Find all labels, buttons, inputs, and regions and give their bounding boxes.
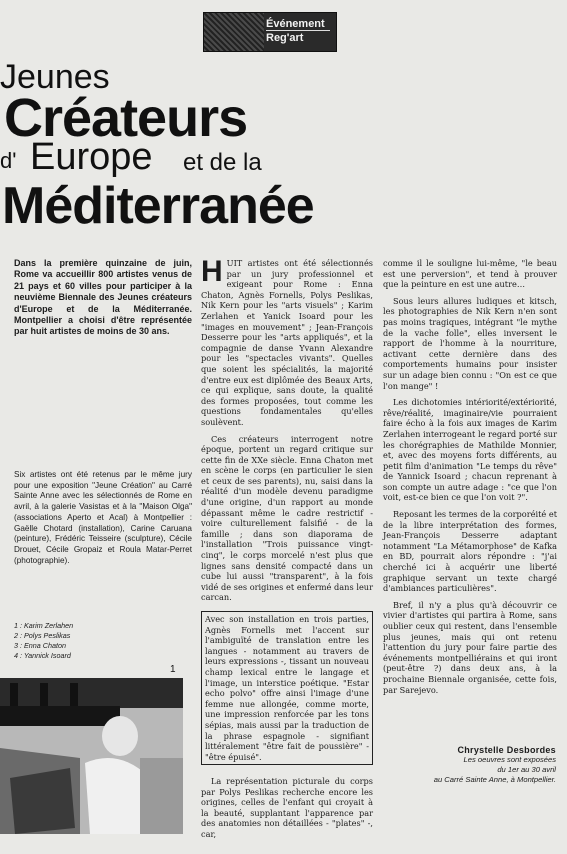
rubric-texture [204,13,264,51]
exhibition-note: Les oeuvres sont exposées [463,755,556,764]
author-signature [394,745,556,785]
article-photo [0,664,183,834]
body-paragraph: Sous leurs allures ludiques et kitsch, les photographies de Nik Kern n'en sont pas moins tragiques, intégrant "le mythe de la vache folle", elles inversent le rapport de l'homme à la nourriture, activant cette dernière dans des comportements humains pour insister sur un adage bien connu : "On est ce que l'on mange" ! [383,295,557,391]
body-column-2 [201,255,373,609]
body-paragraph: comme il le souligne lui-même, "le beau est une perversion", et tend à prouver que la peinture en est une autre… [383,258,557,290]
body-paragraph: HUIT artistes ont été sélectionnés par un jury professionnel et exigeant pour Rome : Enna Chaton, Agnès Fornells, Polys Peslikas, Nik Kern pour les "arts visuels" ; Karim Zerlahen et Yanick Isoard pour les "images en mouvement" ; Jean-François Desserre pour les "arts appliqués", et la compagnie de danse Yvann Alexandre pour les "spectacles vivants". Quelles que soient les spécialités, la majorité d'entre eux est diplômée des Beaux Arts, ce qui explique, sans doute, la qualité des formes proposées, tout comme les questions fondamentales qu'elles soulèvent. [201,255,373,427]
title-word-3c: et de la [183,149,262,176]
credit-line: 1 : Karim Zerlahen [14,621,74,630]
drop-cap: H [201,255,223,288]
body-paragraph: Bref, il n'y a plus qu'à découvrir ce vivier d'artistes qui partira à Rome, sans oublier ceux qui restent, dans l'ensemble plus jeunes, mais qui ont retenu l'attention du jury pour faire partie des événements montpelliérains et qui iront (peut-être ?) dans deux ans, à la prochaine Biennale organisée, cette fois, par Sarejevo. [383,599,557,695]
photo-scene [0,678,183,834]
exhibition-note: du 1er au 30 avril [497,765,556,774]
intro-paragraph: Dans la première quinzaine de juin, Rome va accueillir 800 artistes venus de 21 pays et 60 villes pour participer à la neuvième Biennale des Jeunes créateurs d'Europe et de la Méditerranée. Montpellier a choisi d'être représentée par huit artistes de moins de 30 ans. [14,258,192,337]
title-word-4: Méditerranée [2,177,314,235]
credit-line: 4 : Yannick Isoard [14,651,71,660]
rubric-line1: Événement [266,18,325,30]
rubric-badge [203,12,337,52]
credit-line: 3 : Enna Chaton [14,641,66,650]
rubric-rule [266,30,330,31]
photo-number: 1 [170,664,176,675]
author-name: Chrystelle Desbordes [457,745,556,755]
body-paragraph: Reposant les termes de la corporéité et de la libre interprétation des formes, Jean-François Desserre adaptant notamment "La Métamorphose" de Kafka en BD, pourrait alors répondre : "j'ai cherché ici à acquérir une liberté graphique servant un texte chargé d'ambiances particulières". [383,509,557,594]
body-paragraph-end: La représentation picturale du corps par Polys Peslikas recherche encore les origines, celles de l'enfant qui croyait à la beauté, supplantant l'apparence par des anatomies non détaillées - "plates" -, car, [201,776,373,839]
exhibition-note: au Carré Sainte Anne, à Montpellier. [433,775,556,784]
title-word-2: Créateurs [4,88,248,148]
title-word-3a: d' [0,148,17,173]
sidebar-paragraph: Six artistes ont été retenus par le même jury pour une exposition "Jeune Création" au Carré Sainte Anne avec les sélectionnés de Rome en avril, à la galerie Vasistas et à la "Maison Olga" (associations Aperto et Acal) à Montpellier : Gaëlle Chotard (installation), Carine Caruana (peinture), Frédéric Teisseire (sculpture), Cécile Drouet, Cécile Gropaiz et Roula Matar-Perret (photographie). [14,470,192,565]
title-word-3b: Europe [30,136,153,178]
boxed-paragraph: Avec son installation en trois parties, Agnès Fornells met l'accent sur l'ambiguïté de translation entre les langues - notamment au travers de leurs expressions -, tissant un nouveau champ lexical entre le langage et l'image, un interstice poétique. "Estar echo polvo" offre ainsi l'image d'une femme nue allongée, comme morte, une impression renforcée par les tons sépias, mais aussi par la traduction de la phrase espagnole - signifiant littéralement "être fait de poussière" - "être épuisé". [201,611,373,765]
body-paragraph: Les dichotomies intériorité/extériorité, rêve/réalité, imaginaire/vie pourraient faire écho à la fois aux images de Karim Zerlahen interrogeant le regard porté sur les chorégraphies de Mathilde Monnier, et, avec des moyens forts différents, au petit film d'animation "Le temps du rêve" de Yannick Isoard ; chacun reprenant à son compte un autre adage : "ce que l'on voit, est-ce bien ce que l'on voit ?". [383,397,557,503]
photo-credits [14,621,73,661]
credit-line: 2 : Polys Peslikas [14,631,71,640]
body-column-3 [383,258,557,701]
body-paragraph: Ces créateurs interrogent notre époque, portent un regard critique sur cette fin de XXe siècle. Enna Chaton met en scène le corps (en particulier le sien et ceux de ses parents), nu, saisi dans la réalité d'un modèle devenu paradigme d'une origine, d'un rapport au monde dépassant même le cadre restrictif - voire culturellement falsifié - de la famille ; dans son diaporama de l'installation "Trois puissance vingt-cinq", le corps morcelé n'est plus que lignes sans densité compacté dans un cube lui aussi "transparent", à la fois vidé de ses origines et enfermé dans leur carcan. [201,433,373,603]
title-word-1: Jeunes [0,58,110,96]
rubric-line2: Reg'art [266,32,304,44]
